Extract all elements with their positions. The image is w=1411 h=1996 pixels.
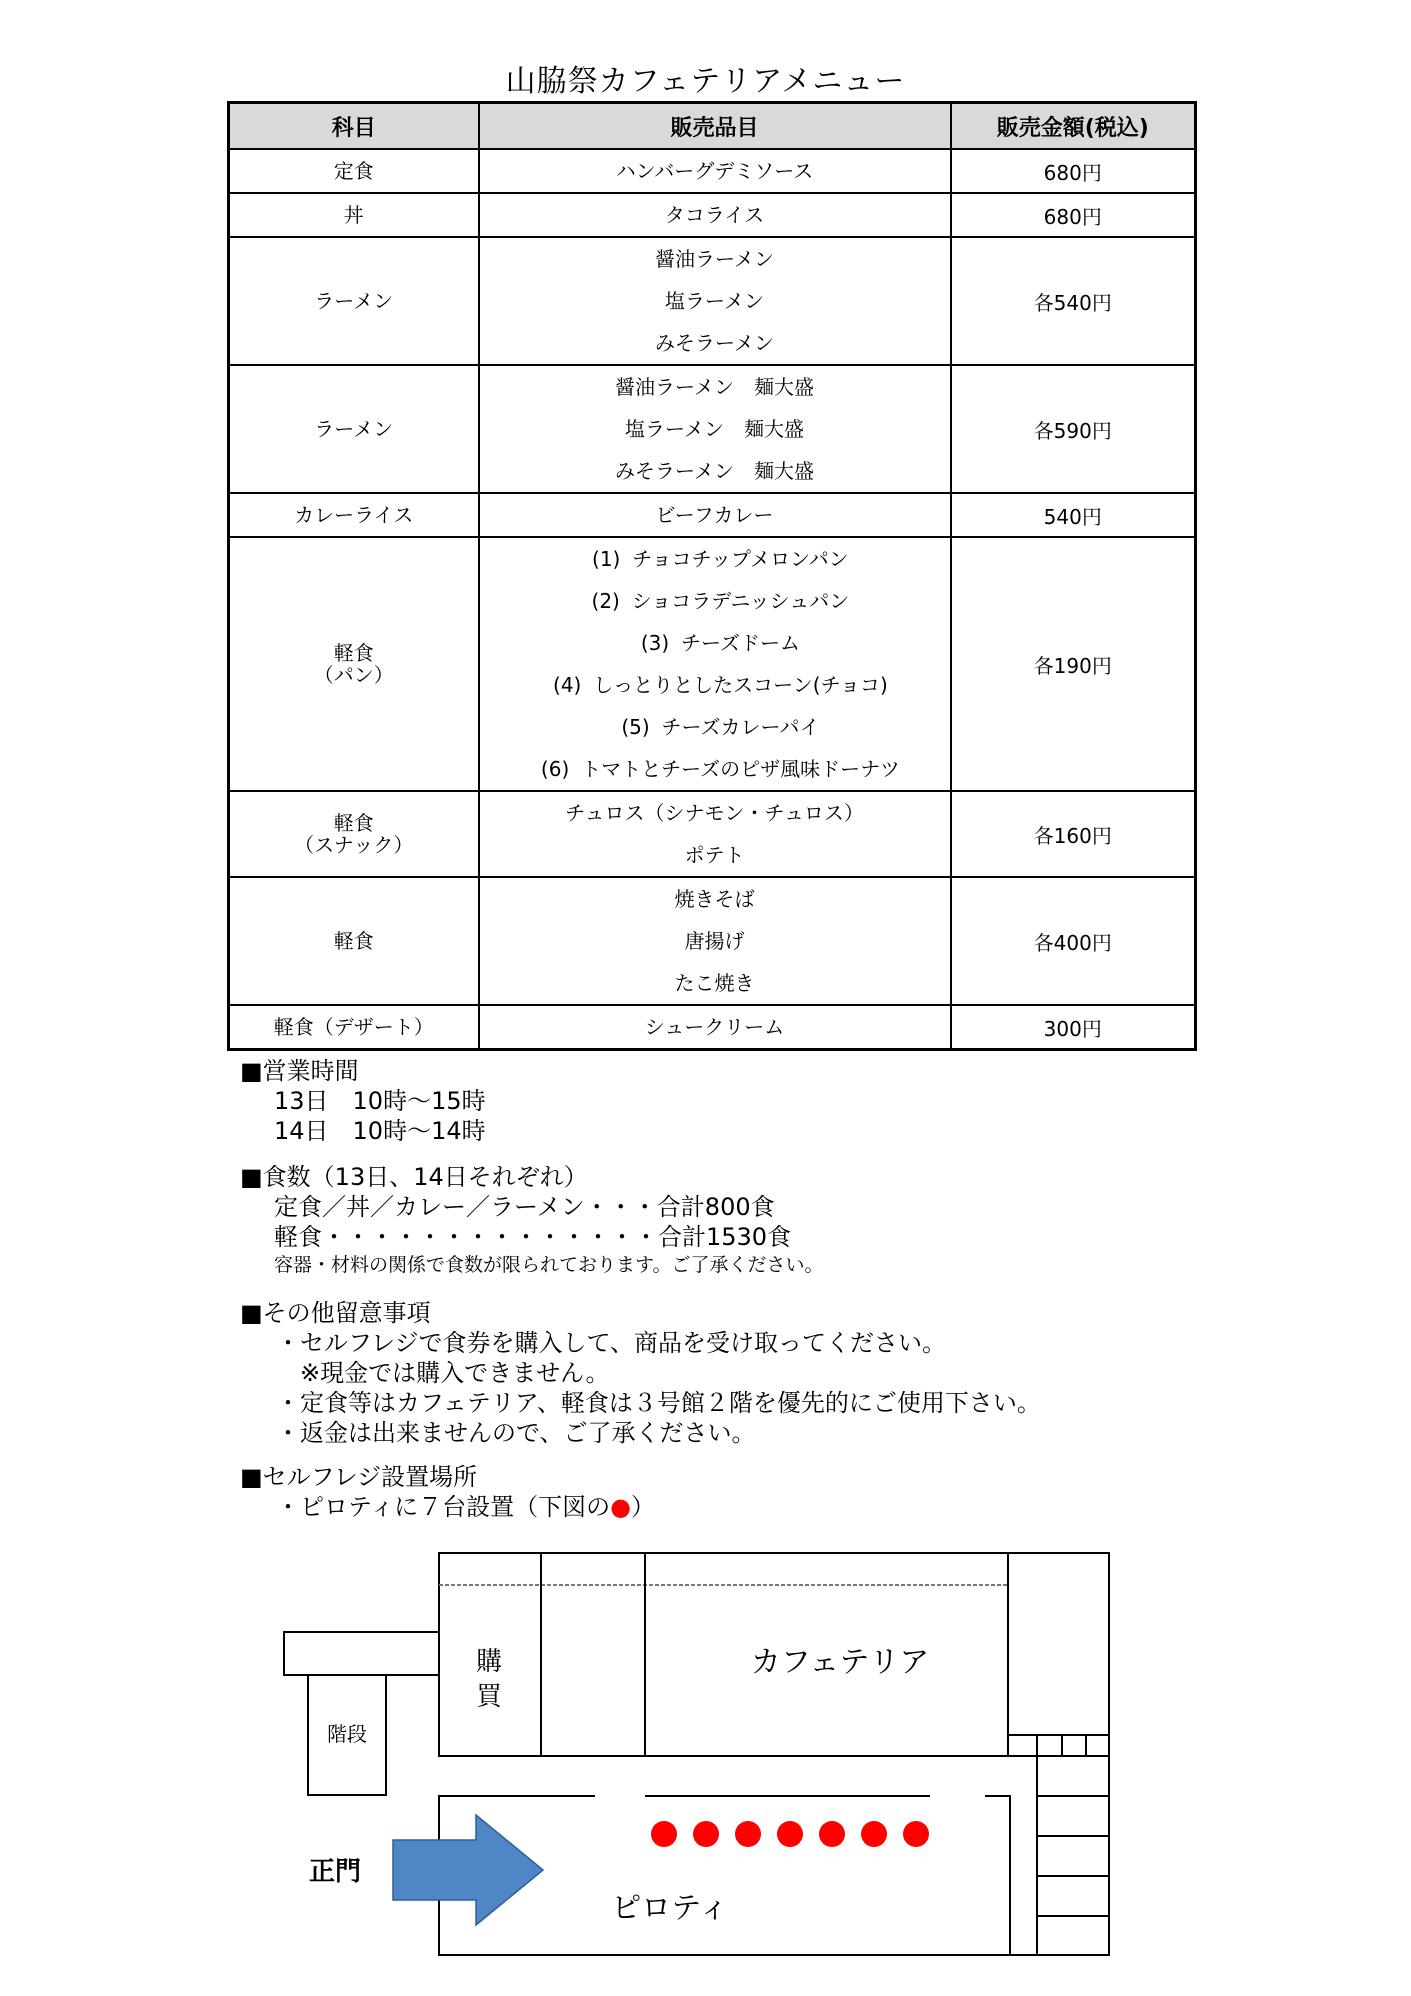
category-text: 軽食 [333, 641, 374, 665]
category-text: 丼 [343, 203, 364, 227]
item-line: 醤油ラーメン [655, 247, 774, 271]
item-line: ポテト [684, 843, 745, 867]
kobai-label-2: 買 [475, 1682, 503, 1712]
price-cell: 各190円 [951, 537, 1196, 791]
item-number: (1) [592, 547, 621, 571]
item-name: しっとりとしたスコーン(チョコ) [593, 673, 888, 697]
self-register-dot [777, 1821, 803, 1847]
item-line: 塩ラーメン [665, 289, 764, 313]
self-register-dot [861, 1821, 887, 1847]
category-text: 軽食 [333, 929, 374, 953]
item-number: (5) [621, 715, 650, 739]
self-register-dot [819, 1821, 845, 1847]
item-line: 醤油ラーメン 麺大盛 [615, 375, 814, 399]
price-cell: 680円 [951, 193, 1196, 237]
register-line-suffix: ） [631, 1493, 656, 1521]
cafeteria-label: カフェテリア [750, 1645, 930, 1680]
header-price: 販売金額(税込) [951, 103, 1196, 150]
item-name: チーズカレーパイ [661, 715, 820, 739]
item-line: 唐揚げ [684, 929, 745, 953]
item-line: ハンバーグデミソース [615, 159, 814, 183]
self-register-dot [651, 1821, 677, 1847]
piloti-label: ピロティ [611, 1891, 729, 1926]
item-line: 塩ラーメン 麺大盛 [625, 417, 804, 441]
price-cell: 540円 [951, 493, 1196, 537]
servings-line: 定食／丼／カレー／ラーメン・・・合計800食 [274, 1193, 775, 1221]
category-text: （パン） [313, 663, 394, 687]
item-line: みそラーメン 麺大盛 [615, 459, 814, 483]
category-text: ラーメン [314, 289, 394, 313]
entrance-arrow-icon [393, 1815, 543, 1925]
category-text: 軽食 [333, 811, 374, 835]
register-line-prefix: ・ピロティに７台設置（下図の [276, 1493, 611, 1521]
category-text: カレーライス [294, 503, 414, 527]
notes-line: ・定食等はカフェテリア、軽食は３号館２階を優先的にご使用下さい。 [276, 1389, 1041, 1417]
servings-line: 軽食・・・・・・・・・・・・・・合計1530食 [274, 1223, 792, 1251]
notes-line: ・セルフレジで食券を購入して、商品を受け取ってください。 [276, 1329, 946, 1357]
notes-line: ※現金では購入できません。 [276, 1359, 610, 1387]
item-line: チュロス（シナモン・チュロス） [565, 801, 864, 825]
servings-heading: ■食数（13日、14日それぞれ） [240, 1163, 588, 1191]
self-register-dot [735, 1821, 761, 1847]
item-line: シュークリーム [644, 1015, 785, 1039]
price-cell: 各540円 [951, 237, 1196, 365]
stairs-label: 階段 [327, 1722, 367, 1746]
price-cell: 各160円 [951, 791, 1196, 877]
red-dot-icon: ● [610, 1493, 632, 1521]
category-text: ラーメン [314, 417, 394, 441]
item-line: ビーフカレー [655, 503, 774, 527]
header-category: 科目 [229, 103, 479, 150]
hours-heading: ■営業時間 [240, 1057, 359, 1085]
item-name: ショコラデニッシュパン [631, 589, 850, 613]
category-text: 軽食（デザート） [273, 1015, 434, 1039]
item-number: (2) [591, 589, 620, 613]
price-cell: 各400円 [951, 877, 1196, 1005]
notes-heading: ■その他留意事項 [240, 1299, 431, 1327]
self-register-dots [651, 1821, 929, 1847]
price-cell: 各590円 [951, 365, 1196, 493]
hours-line: 14日 10時～14時 [274, 1117, 486, 1145]
item-line: たこ焼き [674, 971, 755, 995]
servings-note: 容器・材料の関係で食数が限られております。ご了承ください。 [274, 1254, 824, 1276]
self-register-dot [903, 1821, 929, 1847]
notes-line: ・返金は出来ませんので、ご了承ください。 [276, 1419, 756, 1447]
hours-line: 13日 10時～15時 [274, 1087, 486, 1115]
header-item: 販売品目 [479, 103, 951, 150]
kobai-label-1: 購 [475, 1647, 503, 1677]
item-line: タコライス [664, 203, 765, 227]
page-title: 山脇祭カフェテリアメニュー [505, 64, 906, 99]
category-text: 定食 [333, 159, 374, 183]
item-line: みそラーメン [655, 331, 774, 355]
category-text: （スナック） [294, 833, 414, 857]
item-name: チョコチップメロンパン [632, 547, 849, 571]
item-name: トマトとチーズのピザ風味ドーナツ [581, 757, 900, 781]
item-line: 焼きそば [674, 887, 755, 911]
item-number: (3) [640, 631, 670, 655]
self-register-dot [693, 1821, 719, 1847]
gate-label: 正門 [308, 1857, 362, 1887]
item-number: (4) [553, 673, 582, 697]
item-name: チーズドーム [681, 631, 800, 655]
item-number: (6) [540, 757, 570, 781]
price-cell: 300円 [951, 1005, 1196, 1050]
price-cell: 680円 [951, 149, 1196, 193]
register-heading: ■セルフレジ設置場所 [240, 1463, 478, 1491]
